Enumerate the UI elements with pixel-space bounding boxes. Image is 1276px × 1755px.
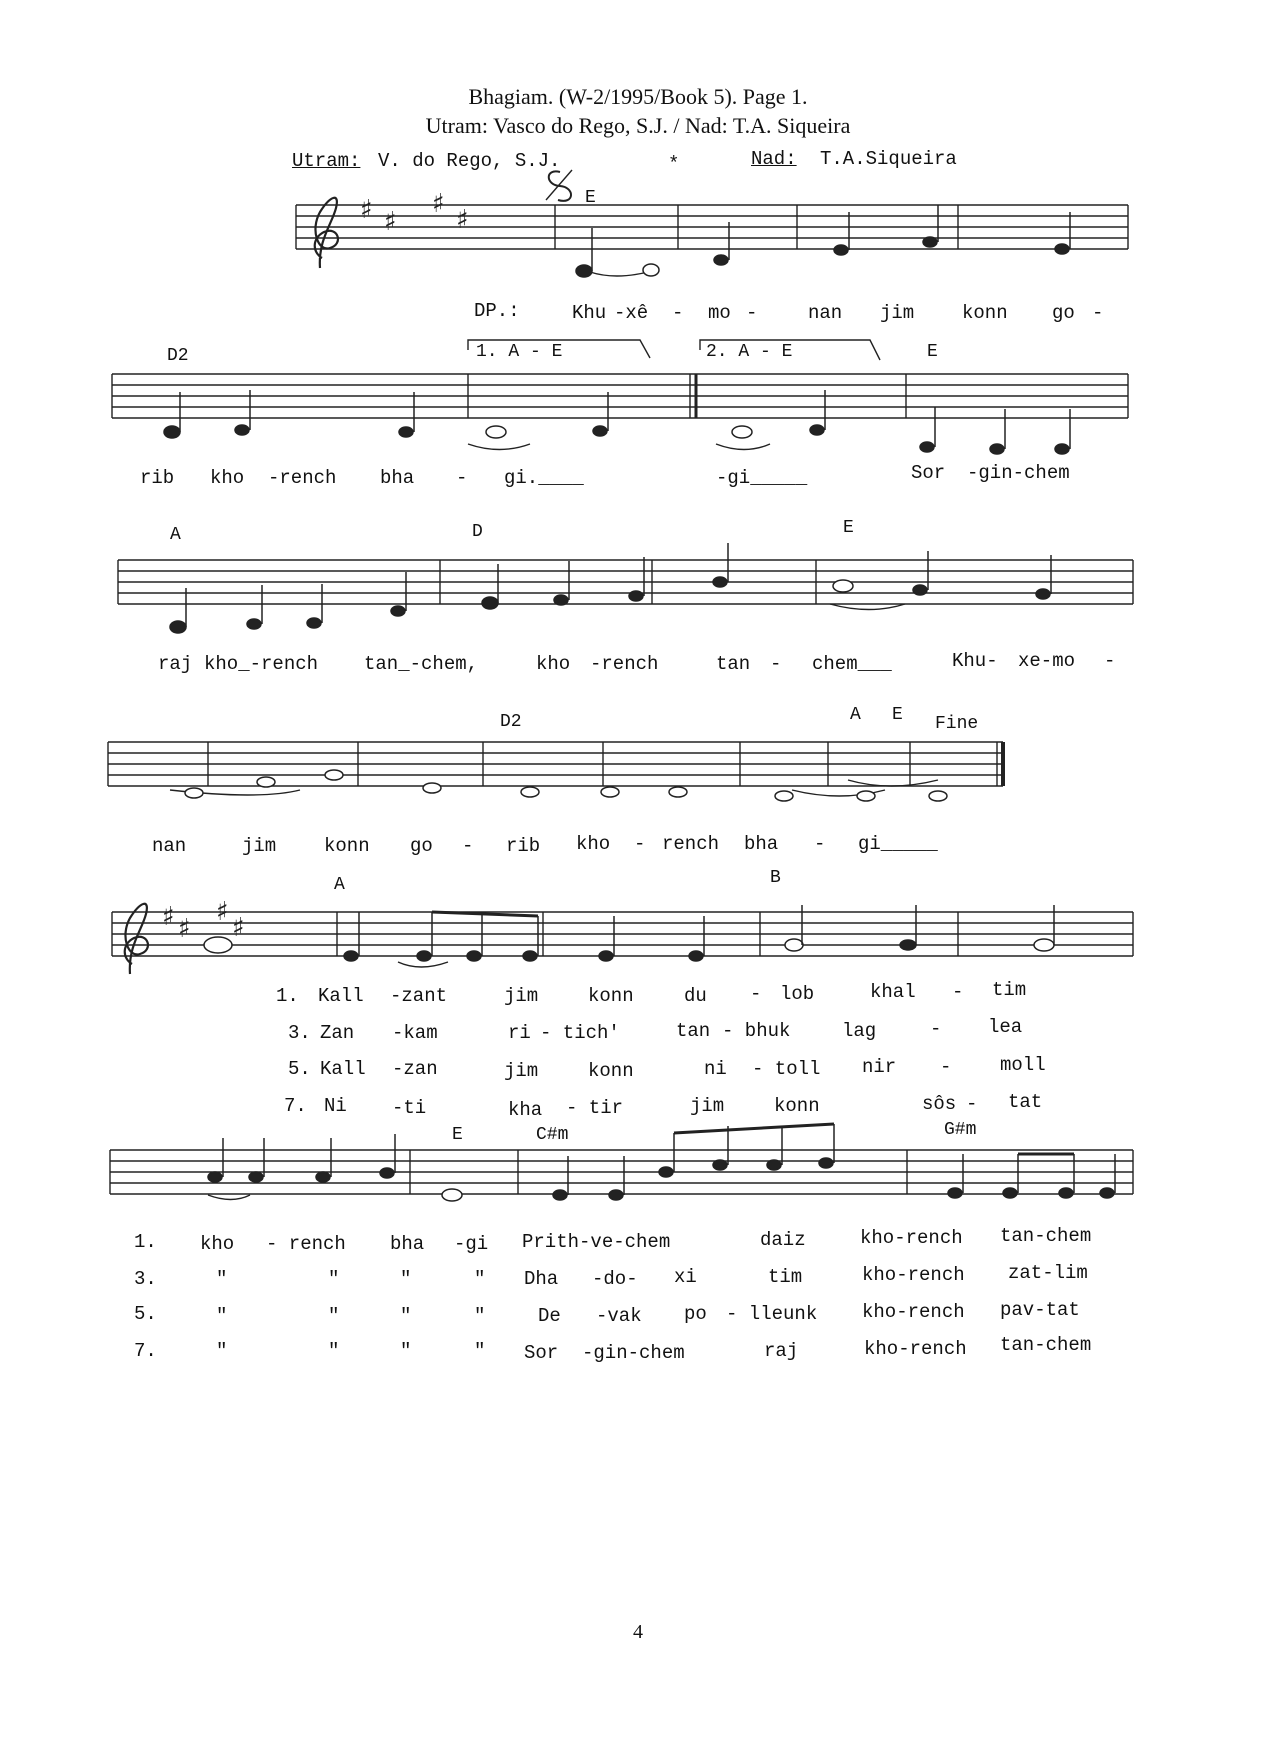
lyric-syllable: bha — [380, 467, 415, 489]
lyric-syllable: - — [672, 302, 684, 324]
lyric-syllable: khal — [870, 981, 916, 1003]
page-title: Bhagiam. (W-2/1995/Book 5). Page 1. — [468, 84, 808, 109]
lyric-syllable: -rench — [590, 653, 659, 675]
utram-name: V. do Rego, S.J. — [378, 150, 561, 172]
lyric-syllable: tim — [768, 1266, 803, 1288]
svg-text:♯: ♯ — [456, 205, 469, 235]
lyric-syllable: pav-tat — [1000, 1299, 1080, 1321]
lyric-syllable: rib — [140, 467, 175, 489]
staff-2 — [112, 374, 1128, 418]
lyric-syllable: gi.____ — [504, 467, 584, 489]
lyric-syllable: tan — [716, 653, 751, 675]
lyric-syllable: lag — [842, 1020, 877, 1042]
lyric-syllable: - toll — [752, 1058, 821, 1080]
chord-label: D — [472, 522, 483, 542]
lyric-syllable: ni — [704, 1058, 727, 1080]
lyric-syllable: - — [966, 1093, 978, 1115]
chord-label: A — [850, 705, 861, 725]
lyric-syllable: go — [1052, 302, 1075, 324]
lyric-syllable: daiz — [760, 1229, 806, 1251]
lyric-syllable: Ni — [324, 1095, 347, 1117]
lyric-syllable: zat-lim — [1008, 1262, 1088, 1284]
lyric-syllable: -zan — [392, 1058, 438, 1080]
lyric-syllable: sôs — [922, 1093, 957, 1115]
lyric-syllable: nan — [152, 835, 187, 857]
lyric-syllable: bha — [390, 1233, 425, 1255]
lyric-syllable: -kam — [392, 1022, 438, 1044]
lyric-syllable: - — [952, 981, 964, 1003]
verse-7-number: 7. — [284, 1095, 307, 1117]
ditto-mark: " — [474, 1305, 486, 1327]
lyric-syllable: rench — [662, 833, 720, 855]
lyric-syllable: konn — [962, 302, 1008, 324]
chord-label: D2 — [167, 346, 189, 366]
verse-7-number: 7. — [134, 1340, 157, 1362]
lyric-syllable: - bhuk — [722, 1020, 791, 1042]
lyric-syllable: jim — [242, 835, 277, 857]
lyric-syllable: - — [462, 835, 474, 857]
svg-text:♯: ♯ — [432, 189, 445, 219]
lyric-syllable: Kall — [318, 985, 364, 1007]
star-mark: * — [668, 153, 680, 175]
lyric-syllable: kho_-rench — [204, 653, 319, 675]
lyric-syllable: -gi — [454, 1233, 489, 1255]
ditto-mark: " — [216, 1305, 228, 1327]
volta-2-label: 2. A - E — [706, 342, 793, 362]
volta-1-label: 1. A - E — [476, 342, 563, 362]
lyric-syllable: - — [456, 467, 468, 489]
lyric-syllable: De — [538, 1305, 561, 1327]
verse-1-number: 1. — [134, 1231, 157, 1253]
lyric-syllable: - — [940, 1056, 952, 1078]
verse-3-number: 3. — [288, 1022, 311, 1044]
chord-label: D2 — [500, 712, 522, 732]
lyric-syllable: nan — [808, 302, 843, 324]
nad-label: Nad: — [751, 148, 797, 170]
lyric-syllable: - — [1092, 302, 1104, 324]
staff-1 — [296, 205, 1128, 249]
lyric-syllable: go — [410, 835, 433, 857]
lyric-syllable: -do- — [592, 1268, 638, 1290]
svg-text:♯: ♯ — [178, 914, 191, 944]
lyric-syllable: nir — [862, 1056, 897, 1078]
lyric-syllable: lea — [988, 1016, 1023, 1038]
lyric-syllable: - — [746, 302, 758, 324]
lyric-syllable: jim — [690, 1095, 725, 1117]
lyric-syllable: tat — [1008, 1091, 1043, 1113]
staff-5 — [112, 912, 1133, 956]
lyric-syllable: xe-mo — [1018, 650, 1076, 672]
lyric-syllable: Dha — [524, 1268, 559, 1290]
svg-text:♯: ♯ — [232, 913, 245, 943]
lyric-syllable: - — [814, 833, 826, 855]
ditto-mark: " — [400, 1305, 412, 1327]
lyric-syllable: - lleunk — [726, 1303, 818, 1325]
lyric-syllable: tan — [676, 1020, 711, 1042]
chord-label: A — [334, 875, 345, 895]
lyric-syllable: kho — [210, 467, 245, 489]
lyric-syllable: konn — [774, 1095, 820, 1117]
lyric-syllable: -ti — [392, 1097, 427, 1119]
chord-label: E — [927, 342, 938, 362]
lyric-syllable: - — [770, 653, 782, 675]
ditto-mark: " — [400, 1268, 412, 1290]
lyric-syllable: moll — [1000, 1054, 1046, 1076]
lyric-syllable: raj — [764, 1340, 799, 1362]
svg-text:♯: ♯ — [360, 195, 373, 225]
lyric-syllable: -gin-chem — [582, 1342, 685, 1364]
chord-label: G#m — [944, 1120, 977, 1140]
lyric-syllable: - tich' — [540, 1022, 620, 1044]
lyric-syllable: - — [634, 833, 646, 855]
lyric-syllable: Khu- — [952, 650, 998, 672]
chord-label: E — [585, 188, 596, 208]
lyric-syllable: po — [684, 1303, 707, 1325]
lyric-syllable: kho — [200, 1233, 235, 1255]
lyric-syllable: lob — [780, 983, 815, 1005]
lyric-syllable: - rench — [266, 1233, 346, 1255]
svg-text:♯: ♯ — [162, 902, 175, 932]
lyric-syllable: kho-rench — [862, 1301, 965, 1323]
lyric-syllable: xi — [674, 1266, 697, 1288]
staff-4 — [108, 742, 1003, 786]
lyric-syllable: kho-rench — [864, 1338, 967, 1360]
ditto-mark: " — [474, 1268, 486, 1290]
nad-name: T.A.Siqueira — [820, 148, 957, 170]
ditto-mark: " — [328, 1268, 340, 1290]
ditto-mark: " — [328, 1340, 340, 1362]
lyric-syllable: gi_____ — [858, 833, 938, 855]
lyric-syllable: raj — [158, 653, 193, 675]
ditto-mark: " — [474, 1340, 486, 1362]
lyric-syllable: Kall — [320, 1058, 366, 1080]
lyric-syllable: Prith-ve-chem — [522, 1231, 671, 1253]
lyric-syllable: ri — [508, 1022, 531, 1044]
utram-label: Utram: — [292, 150, 361, 172]
lyric-syllable: bha — [744, 833, 779, 855]
lyric-syllable: rib — [506, 835, 541, 857]
lyric-syllable: -gi_____ — [716, 467, 808, 489]
lyric-syllable: Sor — [911, 462, 946, 484]
lyric-syllable: -rench — [268, 467, 337, 489]
lyric-syllable: kho — [536, 653, 571, 675]
lyric-syllable: du — [684, 985, 707, 1007]
chord-label: E — [892, 705, 903, 725]
lyric-syllable: - — [930, 1018, 942, 1040]
lyric-syllable: Khu — [572, 302, 607, 324]
lyric-syllable: Sor — [524, 1342, 559, 1364]
verse-5-number: 5. — [134, 1303, 157, 1325]
lyric-syllable: jim — [504, 985, 539, 1007]
lyric-syllable: kho-rench — [862, 1264, 965, 1286]
lyric-syllable: chem___ — [812, 653, 892, 675]
lyric-syllable: tan-chem — [1000, 1334, 1092, 1356]
verse-5-number: 5. — [288, 1058, 311, 1080]
lyric-syllable: -zant — [390, 985, 448, 1007]
svg-text:♯: ♯ — [384, 207, 397, 237]
ditto-mark: " — [216, 1340, 228, 1362]
staff-3 — [118, 560, 1133, 604]
lyric-syllable: jim — [504, 1060, 539, 1082]
chord-label: B — [770, 868, 781, 888]
lyric-syllable: - — [1104, 650, 1116, 672]
chord-label: E — [452, 1125, 463, 1145]
lyric-syllable: -vak — [596, 1305, 642, 1327]
lyric-syllable: DP.: — [474, 300, 520, 322]
ditto-mark: " — [216, 1268, 228, 1290]
lyric-syllable: konn — [588, 1060, 634, 1082]
fine-marking: Fine — [935, 714, 979, 734]
chord-label: A — [170, 525, 181, 545]
verse-1-number: 1. — [276, 985, 299, 1007]
lyric-syllable: tim — [992, 979, 1027, 1001]
chord-label: C#m — [536, 1125, 569, 1145]
lyric-syllable: kha — [508, 1099, 543, 1121]
lyric-syllable: - — [750, 983, 762, 1005]
ditto-mark: " — [328, 1305, 340, 1327]
lyric-syllable: konn — [588, 985, 634, 1007]
lyric-syllable: tan_-chem, — [364, 653, 479, 675]
lyric-syllable: - tir — [566, 1097, 624, 1119]
lyric-syllable: kho-rench — [860, 1227, 963, 1249]
lyric-syllable: kho — [576, 833, 611, 855]
chord-label: E — [843, 518, 854, 538]
svg-text:♯: ♯ — [216, 897, 229, 927]
lyric-syllable: -xê — [614, 302, 649, 324]
lyric-syllable: -gin-chem — [967, 462, 1070, 484]
verse-3-number: 3. — [134, 1268, 157, 1290]
lyric-syllable: tan-chem — [1000, 1225, 1092, 1247]
page-subtitle: Utram: Vasco do Rego, S.J. / Nad: T.A. Siqueira — [425, 113, 851, 138]
ditto-mark: " — [400, 1340, 412, 1362]
page-number: 4 — [633, 1621, 643, 1643]
lyric-syllable: jim — [880, 302, 915, 324]
lyric-syllable: konn — [324, 835, 370, 857]
lyric-syllable: Zan — [320, 1022, 355, 1044]
lyric-syllable: mo — [708, 302, 731, 324]
